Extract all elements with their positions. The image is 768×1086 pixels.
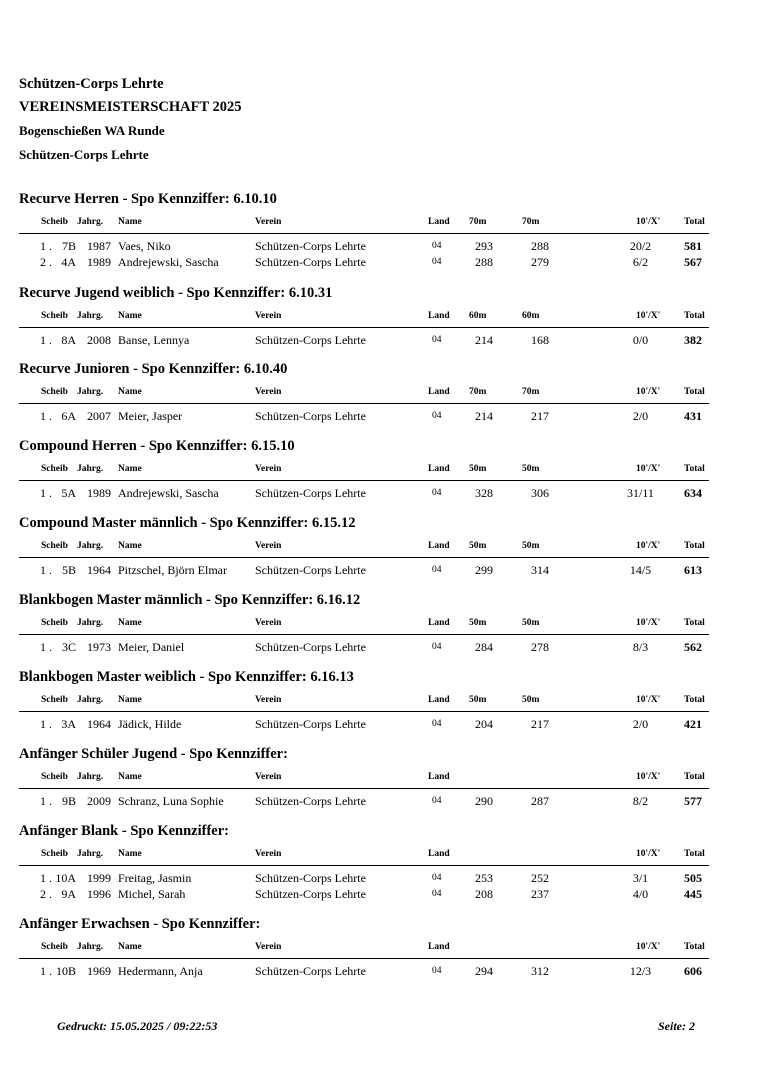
dist2-score-cell: 314 [531,563,549,577]
col-scheibe-header: Scheib [41,464,68,474]
header-divider [19,788,709,789]
tens-x-cell: 2/0 [632,409,649,423]
section-title: Recurve Jugend weiblich - Spo Kennziffer: 6.10.31 [19,285,333,301]
land-cell: 04 [432,411,442,421]
col-scheibe-header: Scheib [41,217,68,227]
name-cell: Banse, Lennya [118,333,190,347]
dist1-score-cell: 288 [475,255,493,269]
results-section [0,285,768,355]
total-cell: 577 [684,794,702,808]
col-scheibe-header: Scheib [41,541,68,551]
name-cell: Freitag, Jasmin [118,871,192,885]
col-jahrg-header: Jahrg. [77,387,104,397]
club-cell: Schützen-Corps Lehrte [255,409,366,423]
col-land-header: Land [428,541,450,551]
results-section [0,191,768,269]
scheibe-cell: 6A [61,409,76,423]
event-title: VEREINSMEISTERSCHAFT 2025 [19,99,242,115]
tens-x-cell: 8/2 [632,794,649,808]
venue-title: Schützen-Corps Lehrte [19,147,149,162]
col-dist2-header: 50m [522,541,540,551]
rank-cell: 1 . [40,794,52,808]
dist2-score-cell: 279 [531,255,549,269]
dist1-score-cell: 253 [475,871,493,885]
col-total-header: Total [684,849,705,859]
col-x-header: 10'/X' [636,541,661,551]
table-row [0,870,768,886]
col-verein-header: Verein [255,695,282,705]
tens-x-cell: 12/3 [629,964,652,978]
table-row [0,485,768,501]
total-cell: 431 [684,409,702,423]
dist2-score-cell: 288 [531,239,549,253]
col-dist1-header: 50m [469,464,487,474]
col-scheibe-header: Scheib [41,311,68,321]
section-title: Anfänger Schüler Jugend - Spo Kennziffer: [19,746,288,762]
col-land-header: Land [428,217,450,227]
dist1-score-cell: 328 [475,486,493,500]
header-divider [19,865,709,866]
total-cell: 606 [684,964,702,978]
col-total-header: Total [684,541,705,551]
col-total-header: Total [684,464,705,474]
club-cell: Schützen-Corps Lehrte [255,871,366,885]
dist2-score-cell: 217 [531,717,549,731]
rank-cell: 1 . [40,717,52,731]
results-section [0,438,768,508]
col-dist1-header: 50m [469,618,487,628]
col-jahrg-header: Jahrg. [77,772,104,782]
birth-year-cell: 1969 [87,964,111,978]
col-x-header: 10'/X' [636,942,661,952]
club-cell: Schützen-Corps Lehrte [255,794,366,808]
col-land-header: Land [428,695,450,705]
col-name-header: Name [118,464,142,474]
col-dist1-header: 60m [469,311,487,321]
section-title: Recurve Junioren - Spo Kennziffer: 6.10.40 [19,361,288,377]
col-dist1-header: 70m [469,217,487,227]
name-cell: Jädick, Hilde [118,717,182,731]
scheibe-cell: 5B [61,563,76,577]
col-jahrg-header: Jahrg. [77,695,104,705]
land-cell: 04 [432,889,442,899]
section-title: Blankbogen Master männlich - Spo Kennziffer: 6.16.12 [19,592,361,608]
col-total-header: Total [684,387,705,397]
rank-cell: 1 . [40,964,52,978]
col-x-header: 10'/X' [636,772,661,782]
col-jahrg-header: Jahrg. [77,849,104,859]
col-name-header: Name [118,772,142,782]
land-cell: 04 [432,966,442,976]
club-cell: Schützen-Corps Lehrte [255,255,366,269]
club-title: Schützen-Corps Lehrte [19,76,164,92]
scheibe-cell: 8A [61,333,76,347]
club-cell: Schützen-Corps Lehrte [255,486,366,500]
col-x-header: 10'/X' [636,618,661,628]
scheibe-cell: 10B [55,964,76,978]
total-cell: 634 [684,486,702,500]
rank-cell: 1 . [40,239,52,253]
col-verein-header: Verein [255,942,282,952]
col-total-header: Total [684,695,705,705]
birth-year-cell: 1973 [87,640,111,654]
rank-cell: 1 . [40,333,52,347]
section-title: Compound Herren - Spo Kennziffer: 6.15.10 [19,438,295,454]
land-cell: 04 [432,642,442,652]
rank-cell: 1 . [40,871,52,885]
land-cell: 04 [432,335,442,345]
dist2-score-cell: 287 [531,794,549,808]
col-jahrg-header: Jahrg. [77,541,104,551]
club-cell: Schützen-Corps Lehrte [255,563,366,577]
dist1-score-cell: 214 [475,333,493,347]
scheibe-cell: 4A [61,255,76,269]
col-scheibe-header: Scheib [41,695,68,705]
land-cell: 04 [432,488,442,498]
col-verein-header: Verein [255,849,282,859]
col-name-header: Name [118,695,142,705]
dist2-score-cell: 168 [531,333,549,347]
col-total-header: Total [684,618,705,628]
total-cell: 382 [684,333,702,347]
col-total-header: Total [684,217,705,227]
rank-cell: 1 . [40,563,52,577]
land-cell: 04 [432,873,442,883]
dist1-score-cell: 204 [475,717,493,731]
dist2-score-cell: 237 [531,887,549,901]
table-row [0,716,768,732]
scheibe-cell: 9B [61,794,76,808]
print-timestamp: Gedruckt: 15.05.2025 / 09:22:53 [57,1019,218,1033]
name-cell: Michel, Sarah [118,887,186,901]
col-name-header: Name [118,942,142,952]
dist2-score-cell: 252 [531,871,549,885]
club-cell: Schützen-Corps Lehrte [255,717,366,731]
birth-year-cell: 1987 [87,239,111,253]
col-verein-header: Verein [255,772,282,782]
birth-year-cell: 1989 [87,486,111,500]
dist1-score-cell: 290 [475,794,493,808]
results-section [0,746,768,816]
rank-cell: 1 . [40,486,52,500]
name-cell: Schranz, Luna Sophie [118,794,224,808]
total-cell: 567 [684,255,702,269]
discipline-title: Bogenschießen WA Runde [19,123,165,138]
results-section [0,916,768,986]
col-scheibe-header: Scheib [41,387,68,397]
total-cell: 445 [684,887,702,901]
birth-year-cell: 1964 [87,717,111,731]
col-name-header: Name [118,849,142,859]
header-divider [19,634,709,635]
col-x-header: 10'/X' [636,464,661,474]
table-row [0,963,768,979]
scheibe-cell: 9A [61,887,76,901]
total-cell: 581 [684,239,702,253]
col-name-header: Name [118,387,142,397]
total-cell: 421 [684,717,702,731]
birth-year-cell: 1964 [87,563,111,577]
total-cell: 505 [684,871,702,885]
land-cell: 04 [432,719,442,729]
col-name-header: Name [118,541,142,551]
col-total-header: Total [684,942,705,952]
birth-year-cell: 1996 [87,887,111,901]
total-cell: 613 [684,563,702,577]
col-jahrg-header: Jahrg. [77,464,104,474]
rank-cell: 2 . [40,255,52,269]
table-row [0,793,768,809]
club-cell: Schützen-Corps Lehrte [255,333,366,347]
section-title: Anfänger Erwachsen - Spo Kennziffer: [19,916,261,932]
col-dist2-header: 60m [522,311,540,321]
dist2-score-cell: 306 [531,486,549,500]
header-divider [19,233,709,234]
col-jahrg-header: Jahrg. [77,618,104,628]
name-cell: Meier, Daniel [118,640,185,654]
tens-x-cell: 14/5 [629,563,652,577]
dist1-score-cell: 293 [475,239,493,253]
page-number: Seite: 2 [658,1019,695,1033]
land-cell: 04 [432,565,442,575]
table-row [0,562,768,578]
name-cell: Vaes, Niko [118,239,171,253]
col-land-header: Land [428,772,450,782]
rank-cell: 1 . [40,640,52,654]
section-title: Anfänger Blank - Spo Kennziffer: [19,823,229,839]
dist2-score-cell: 278 [531,640,549,654]
dist1-score-cell: 299 [475,563,493,577]
birth-year-cell: 2008 [87,333,111,347]
header-divider [19,711,709,712]
col-scheibe-header: Scheib [41,849,68,859]
name-cell: Andrejewski, Sascha [118,486,219,500]
results-section [0,515,768,585]
table-row [0,886,768,902]
scheibe-cell: 3A [61,717,76,731]
col-dist1-header: 70m [469,387,487,397]
land-cell: 04 [432,796,442,806]
col-scheibe-header: Scheib [41,772,68,782]
birth-year-cell: 2009 [87,794,111,808]
col-dist2-header: 50m [522,618,540,628]
header-divider [19,403,709,404]
col-land-header: Land [428,849,450,859]
table-row [0,254,768,270]
tens-x-cell: 31/11 [627,486,654,500]
results-section [0,361,768,431]
col-scheibe-header: Scheib [41,618,68,628]
col-dist2-header: 70m [522,387,540,397]
col-x-header: 10'/X' [636,217,661,227]
dist2-score-cell: 217 [531,409,549,423]
dist1-score-cell: 284 [475,640,493,654]
col-x-header: 10'/X' [636,849,661,859]
col-x-header: 10'/X' [636,311,661,321]
col-land-header: Land [428,618,450,628]
col-jahrg-header: Jahrg. [77,217,104,227]
dist1-score-cell: 208 [475,887,493,901]
header-divider [19,327,709,328]
col-total-header: Total [684,311,705,321]
rank-cell: 1 . [40,409,52,423]
land-cell: 04 [432,257,442,267]
col-x-header: 10'/X' [636,695,661,705]
col-verein-header: Verein [255,464,282,474]
col-verein-header: Verein [255,387,282,397]
tens-x-cell: 4/0 [632,887,649,901]
dist1-score-cell: 294 [475,964,493,978]
results-section [0,669,768,739]
results-section [0,592,768,662]
tens-x-cell: 6/2 [632,255,649,269]
birth-year-cell: 2007 [87,409,111,423]
col-dist2-header: 50m [522,464,540,474]
club-cell: Schützen-Corps Lehrte [255,887,366,901]
col-dist2-header: 50m [522,695,540,705]
table-row [0,332,768,348]
scheibe-cell: 3C [61,640,76,654]
col-verein-header: Verein [255,618,282,628]
tens-x-cell: 8/3 [632,640,649,654]
col-verein-header: Verein [255,311,282,321]
col-land-header: Land [428,387,450,397]
col-jahrg-header: Jahrg. [77,311,104,321]
club-cell: Schützen-Corps Lehrte [255,640,366,654]
tens-x-cell: 3/1 [632,871,649,885]
name-cell: Pitzschel, Björn Elmar [118,563,227,577]
birth-year-cell: 1989 [87,255,111,269]
scheibe-cell: 7B [61,239,76,253]
total-cell: 562 [684,640,702,654]
club-cell: Schützen-Corps Lehrte [255,239,366,253]
section-title: Blankbogen Master weiblich - Spo Kennziffer: 6.16.13 [19,669,354,685]
dist2-score-cell: 312 [531,964,549,978]
scheibe-cell: 5A [61,486,76,500]
table-row [0,639,768,655]
col-name-header: Name [118,618,142,628]
col-x-header: 10'/X' [636,387,661,397]
col-dist1-header: 50m [469,695,487,705]
name-cell: Andrejewski, Sascha [118,255,219,269]
col-scheibe-header: Scheib [41,942,68,952]
name-cell: Hedermann, Anja [118,964,203,978]
section-title: Recurve Herren - Spo Kennziffer: 6.10.10 [19,191,277,207]
tens-x-cell: 0/0 [632,333,649,347]
tens-x-cell: 20/2 [629,239,652,253]
table-row [0,408,768,424]
dist1-score-cell: 214 [475,409,493,423]
rank-cell: 2 . [40,887,52,901]
name-cell: Meier, Jasper [118,409,183,423]
club-cell: Schützen-Corps Lehrte [255,964,366,978]
col-total-header: Total [684,772,705,782]
col-land-header: Land [428,942,450,952]
table-row [0,238,768,254]
header-divider [19,557,709,558]
results-section [0,823,768,901]
col-land-header: Land [428,311,450,321]
header-divider [19,480,709,481]
col-jahrg-header: Jahrg. [77,942,104,952]
section-title: Compound Master männlich - Spo Kennziffer: 6.15.12 [19,515,356,531]
col-dist2-header: 70m [522,217,540,227]
land-cell: 04 [432,241,442,251]
birth-year-cell: 1999 [87,871,111,885]
col-dist1-header: 50m [469,541,487,551]
col-verein-header: Verein [255,541,282,551]
col-name-header: Name [118,311,142,321]
col-land-header: Land [428,464,450,474]
tens-x-cell: 2/0 [632,717,649,731]
header-divider [19,958,709,959]
scheibe-cell: 10A [55,871,76,885]
col-verein-header: Verein [255,217,282,227]
col-name-header: Name [118,217,142,227]
